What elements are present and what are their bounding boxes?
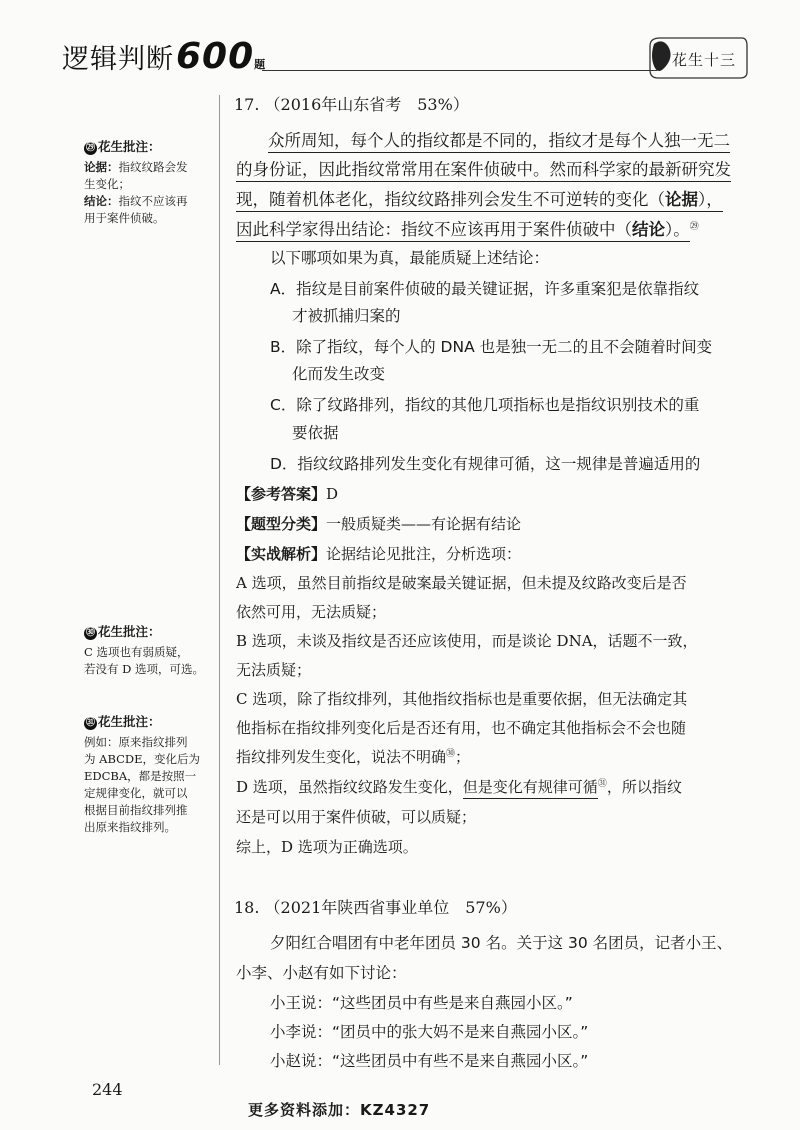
q17-stem-line: 的身份证，因此指纹常常用在案件侦破中。然而科学家的最新研究发 xyxy=(236,156,731,180)
footer-note: 更多资料添加：KZ4327 xyxy=(248,1101,431,1119)
option-a: A．指纹是目前案件侦破的最关键证据，许多重案犯是依靠指纹 xyxy=(270,280,700,298)
side-note-29: ㉙ 花生批注： 论据：指纹纹路会发 生变化； 结论：指纹不应该再 用于案件侦破。 xyxy=(84,138,216,227)
option-c: C．除了纹路排列，指纹的其他几项指标也是指纹识别技术的重 xyxy=(270,396,700,414)
side-note-30: ㉚ 花生批注： C 选项也有弱质疑， 若没有 D 选项，可选。 xyxy=(84,623,216,678)
margin-divider xyxy=(219,95,220,1065)
note-ref: ㉛ xyxy=(597,779,607,789)
book-suffix: 题 xyxy=(254,58,267,71)
analysis-line: A 选项，虽然目前指纹是破案最关键证据，但未提及纹路改变后是否 xyxy=(236,574,687,592)
analysis-line: B 选项，未谈及指纹是否还应该使用，而是谈论 DNA，话题不一致， xyxy=(236,632,698,650)
q18-quote: 小王说：“这些团员中有些是来自燕园小区。” xyxy=(270,994,573,1012)
side-note-31: ㉛ 花生批注： 例如：原来指纹排列 为 ABCDE，变化后为 EDCBA，都是按照一 定规律变化，就可以 根据目前指纹排列推 出原来指纹排列。 xyxy=(84,713,216,836)
side-note-heading: ㉚ 花生批注： xyxy=(85,624,161,639)
analysis-line: C 选项，除了指纹排列，其他指纹指标也是重要依据，但无法确定其 xyxy=(236,690,688,708)
note-number: ㉛ xyxy=(85,718,95,728)
analysis-line: D 选项，虽然指纹纹路发生变化，但是变化有规律可循$^㉛$，所以指纹 xyxy=(236,776,682,797)
q18-stem-line: 夕阳红合唱团有中老年团员 30 名。关于这 30 名团员，记者小王、 xyxy=(270,934,733,952)
answer-value: D xyxy=(326,485,339,503)
analysis-line: 还是可以用于案件侦破，可以质疑； xyxy=(236,808,477,826)
option-b-cont: 化而发生改变 xyxy=(292,365,386,383)
side-note-heading: ㉛ 花生批注： xyxy=(85,714,161,729)
note-ref: ㉚ xyxy=(446,749,456,759)
note-number: ㉚ xyxy=(85,628,95,638)
option-d: D．指纹纹路排列发生变化有规律可循，这一规律是普遍适用的 xyxy=(270,455,701,473)
q17-stem-line: 现，随着机体老化，指纹纹路排列会发生不可逆转的变化（论据）， xyxy=(236,186,723,210)
option-a-cont: 才被抓捕归案的 xyxy=(292,307,401,325)
header-rule xyxy=(262,70,657,71)
side-note-heading: ㉙ 花生批注： xyxy=(85,139,161,154)
q17-question: 以下哪项如果为真，最能质疑上述结论： xyxy=(270,249,550,267)
analysis-line: 指纹排列发生变化，说法不明确$^㉚$； xyxy=(236,748,471,766)
q17-stem-line: 众所周知，每个人的指纹都是不同的，指纹才是每个人独一无二 xyxy=(268,127,730,151)
book-number: 600 xyxy=(176,36,255,77)
q18-quote: 小李说：“团员中的张大妈不是来自燕园小区。” xyxy=(270,1023,589,1041)
q17-heading: 17. （2016年山东省考 53%） xyxy=(234,95,469,114)
brand-name: 花生十三 xyxy=(672,51,737,69)
header-title xyxy=(62,36,266,77)
option-b: B．除了指纹，每个人的 DNA 也是独一无二的且不会随着时间变 xyxy=(270,338,713,356)
note-ref: ㉙ xyxy=(689,222,699,232)
q17-stem-line: 因此科学家得出结论：指纹不应该再用于案件侦破中（结论）。$^㉙$ xyxy=(236,216,699,240)
q18-quote: 小赵说：“这些团员中有些不是来自燕园小区。” xyxy=(270,1052,589,1070)
q18-stem-line: 小李、小赵有如下讨论： xyxy=(236,964,407,982)
book-title: 逻辑判断 xyxy=(62,44,174,75)
analysis-line: 综上，D 选项为正确选项。 xyxy=(236,838,418,856)
option-c-cont: 要依据 xyxy=(292,424,339,442)
analysis-line: 他指标在指纹排列变化后是否还有用，也不确定其他指标会不会也随 xyxy=(236,719,687,737)
analysis-line: 无法质疑； xyxy=(236,661,312,679)
analysis-line: 依然可用，无法质疑； xyxy=(236,603,387,621)
type-line: 【题型分类】一般质疑类——有论据有结论 xyxy=(236,515,522,533)
q18-heading: 18. （2021年陕西省事业单位 57%） xyxy=(234,898,517,917)
note-number: ㉙ xyxy=(85,143,95,153)
answer-line: 【参考答案】D xyxy=(236,485,339,503)
page-number: 244 xyxy=(92,1080,123,1099)
analysis-heading: 【实战解析】论据结论见批注，分析选项： xyxy=(236,545,522,563)
